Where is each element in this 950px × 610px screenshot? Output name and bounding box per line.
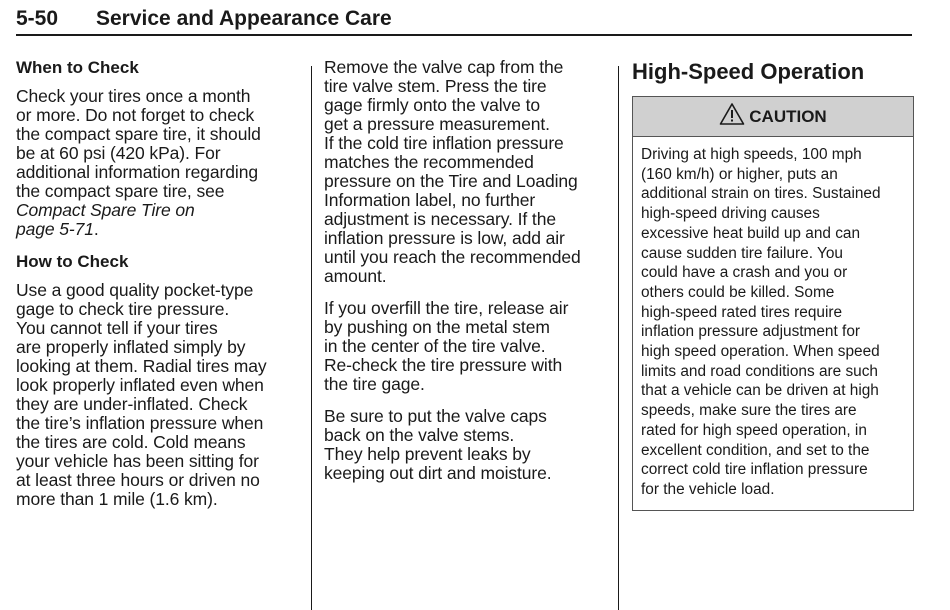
how-to-check-heading: How to Check xyxy=(16,252,129,271)
caution-box xyxy=(632,96,914,511)
column-left xyxy=(16,58,300,522)
column-divider xyxy=(618,66,619,610)
caution-header xyxy=(633,97,913,137)
column-divider xyxy=(311,66,312,610)
caution-text: Driving at high speeds, 100 mph (160 km/h) or higher, puts an additional strain on tires. Sustained high-speed driving causes excessive heat build up and can cause sudden tire failure. You could have a crash and you or others could be killed. Some high-speed rated tires require inflation pressure adjustment for high speed operation. When speed limits and road conditions are such that a vehicle can be driven at high speeds, make sure the tires are rated for high speed operation, in excellent condition, and set to the correct cold tire inflation pressure for the vehicle load. xyxy=(641,146,881,498)
cross-reference-page: page 5-71 xyxy=(16,219,94,239)
caution-label: CAUTION xyxy=(749,106,827,126)
overfill-paragraph: If you overfill the tire, release air by pushing on the metal stem in the center of the tire valve. Re-check the tire pressure with the tire gage. xyxy=(324,298,569,394)
high-speed-heading: High-Speed Operation xyxy=(632,59,865,84)
cross-reference: Compact Spare Tire on xyxy=(16,200,195,220)
valve-cap-paragraph: Remove the valve cap from the tire valve stem. Press the tire gage firmly onto the valve to get a pressure measurement. If the cold tire inflation pressure matches the recommended pressure on the Tire and Loading Information label, no further adjustment is necessary. If the inflation pressure is low, add air until you reach the recommended amount. xyxy=(324,57,581,286)
when-to-check-paragraph: Check your tires once a month or more. Do not forget to check the compact spare tire, it should be at 60 psi (420 kPa). For additional information regarding the compact spare tire, see Compact Spare Tire on page 5-71. xyxy=(16,87,300,239)
when-to-check-heading: When to Check xyxy=(16,58,139,77)
page-number: 5-50 xyxy=(16,7,59,30)
page-header xyxy=(16,6,912,36)
warning-triangle-icon xyxy=(719,102,745,131)
column-middle xyxy=(324,58,612,496)
valve-caps-paragraph: Be sure to put the valve caps back on the valve stems. They help prevent leaks by keeping out dirt and moisture. xyxy=(324,406,552,483)
how-to-check-paragraph: Use a good quality pocket-type gage to check tire pressure. You cannot tell if your tires are properly inflated simply by looking at them. Radial tires may look properly inflated even when they are under-inflated. Check the tire’s inflation pressure when the tires are cold. Cold means your vehicle has been sitting for at least three hours or driven no more than 1 mile (1.6 km). xyxy=(16,280,267,509)
column-right xyxy=(632,58,914,511)
section-title: Service and Appearance Care xyxy=(96,7,392,30)
